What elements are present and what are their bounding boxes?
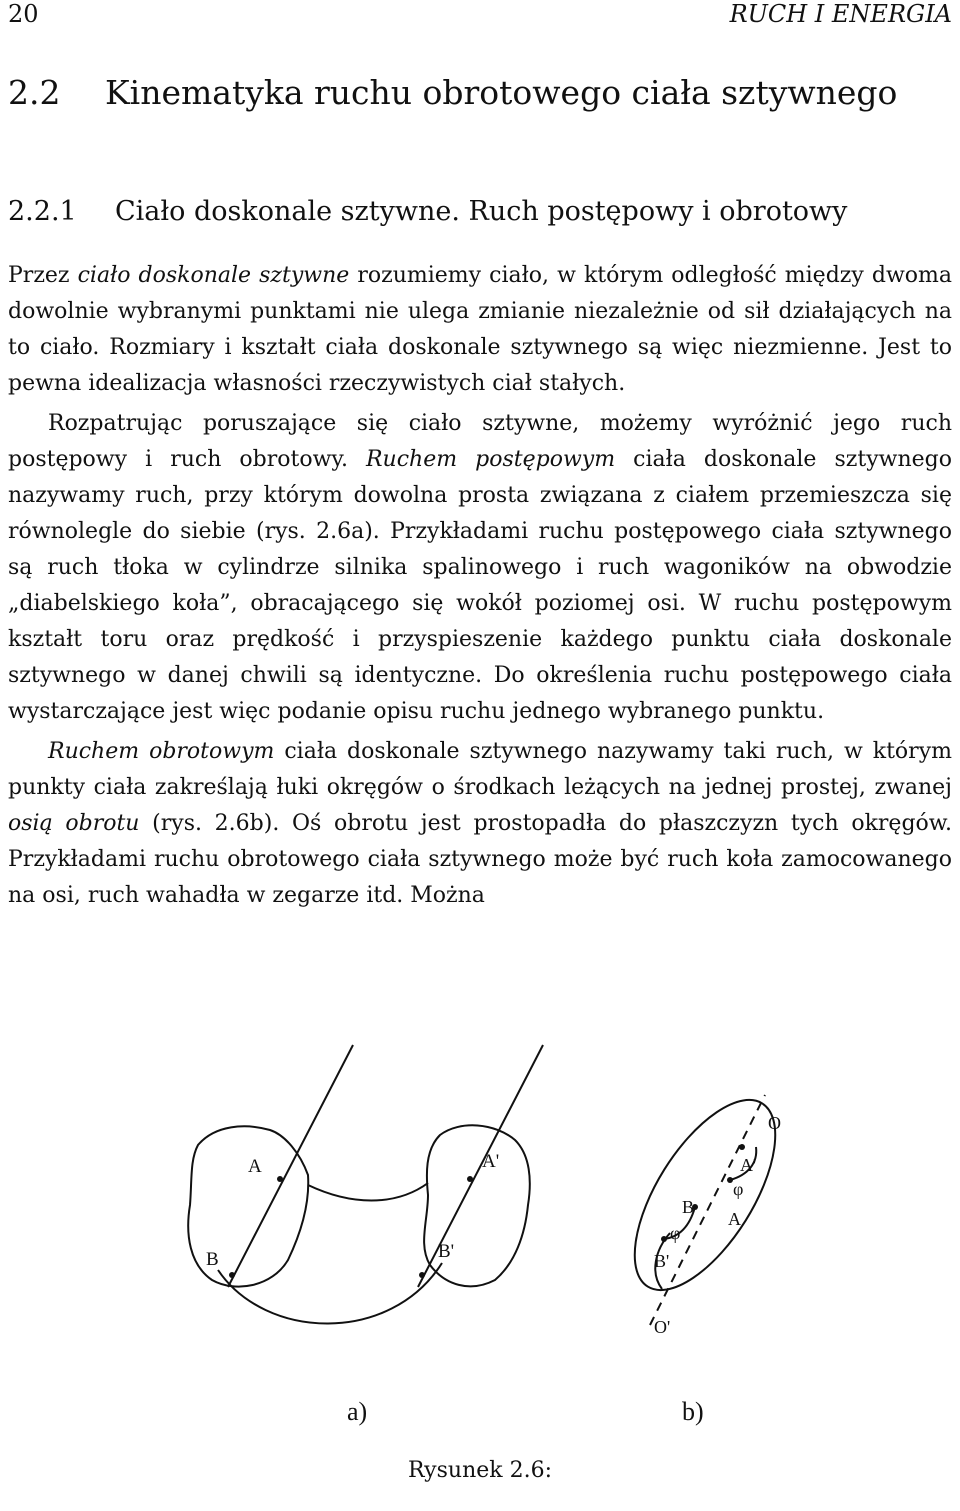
- subsection-title: Ciało doskonale sztywne. Ruch postępowy i obrotowy: [115, 196, 848, 227]
- paragraph-2: Rozpatrując poruszające się ciało sztywne, możemy wyróżnić jego ruch postępowy i ruch obrotowy. Ruchem postępowym ciała doskonale sztywnego nazywamy ruch, przy którym dowolna prosta związana z ciałem przemieszcza się równolegle do siebie (rys. 2.6a). Przykładami ruchu postępowego ciała sztywnego są ruch tłoka w cylindrze silnika spalinowego i ruch wagoników na obwodzie „diabelskiego koła”, obracającego się wokół poziomej osi. W ruchu postępowym kształt toru oraz prędkość i przyspieszenie każdego punktu ciała doskonale sztywnego w danej chwili są identyczne. Do określenia ruchu postępowego ciała wystarczające jest więc podanie opisu ruchu jednego wybranego punktu.: [8, 411, 952, 724]
- page-header: [8, 0, 952, 30]
- term-rigid-body: ciało doskonale sztywne: [77, 263, 350, 288]
- term-rotational-motion: Ruchem obrotowym: [48, 739, 275, 764]
- label-b-b: B: [682, 1197, 695, 1217]
- label-phi-2: φ: [670, 1223, 681, 1243]
- figure-2-6: [160, 1035, 800, 1435]
- figure-caption: Rysunek 2.6:: [408, 1458, 552, 1483]
- label-a-prime: A': [482, 1151, 500, 1172]
- label-a: A: [248, 1156, 262, 1177]
- term-translational-motion: Ruchem postępowym: [365, 447, 616, 472]
- label-b-prime-b: B': [654, 1251, 670, 1271]
- point-a-prime: [467, 1176, 473, 1182]
- rotation-axis-oo: [650, 1095, 765, 1325]
- running-title: RUCH I ENERGIA: [729, 0, 952, 28]
- panel-a-points: [229, 1176, 473, 1278]
- label-a-prime-b: A': [740, 1155, 757, 1175]
- section-number: 2.2: [8, 73, 61, 112]
- label-b-prime: B': [438, 1241, 455, 1262]
- subsection-number: 2.2.1: [8, 196, 77, 227]
- panel-b-label: b): [682, 1397, 704, 1426]
- label-a-b: A: [728, 1209, 741, 1229]
- trajectory-lower: [218, 1263, 442, 1324]
- label-o-prime: O': [654, 1317, 671, 1337]
- panel-a: [188, 1045, 543, 1324]
- point-b-prime-b: [661, 1236, 667, 1242]
- line-ab-final: [418, 1045, 543, 1287]
- line-ab-initial: [228, 1045, 353, 1287]
- body-final-outline: [424, 1125, 530, 1286]
- label-phi-1: φ: [733, 1179, 744, 1199]
- body-text: [8, 258, 952, 914]
- panel-b-labels: [654, 1113, 781, 1426]
- point-a-prime-b: [739, 1144, 745, 1150]
- paragraph-1: Przez ciało doskonale sztywne rozumiemy ciało, w którym odległość między dwoma dowolnie wybranymi punktami nie ulega zmianie niezależnie od sił działających na to ciało. Rozmiary i kształt ciała doskonale sztywnego są więc niezmienne. Jest to pewna idealizacja własności rzeczywistych ciał stałych.: [8, 263, 953, 396]
- paragraph-3: Ruchem obrotowym ciała doskonale sztywnego nazywamy taki ruch, w którym punkty ciała zakreślają łuki okręgów o środkach leżących na jednej prostej, zwanej osią obrotu (rys. 2.6b). Oś obrotu jest prostopadła do płaszczyzn tych okręgów. Przykładami ruchu obrotowego ciała sztywnego może być ruch koła zamocowanego na osi, ruch wahadła w zegarze itd. Można: [8, 739, 952, 908]
- label-b: B: [206, 1249, 219, 1270]
- label-o: O: [768, 1113, 781, 1133]
- section-title: Kinematyka ruchu obrotowego ciała sztywnego: [105, 73, 898, 112]
- panel-a-labels: [206, 1151, 499, 1426]
- point-b-prime: [419, 1272, 425, 1278]
- term-rotation-axis: osią obrotu: [8, 811, 140, 836]
- point-a: [277, 1176, 283, 1182]
- trajectory-upper: [308, 1183, 428, 1201]
- panel-a-label: a): [347, 1397, 368, 1426]
- page-number: 20: [8, 0, 39, 28]
- point-b: [229, 1272, 235, 1278]
